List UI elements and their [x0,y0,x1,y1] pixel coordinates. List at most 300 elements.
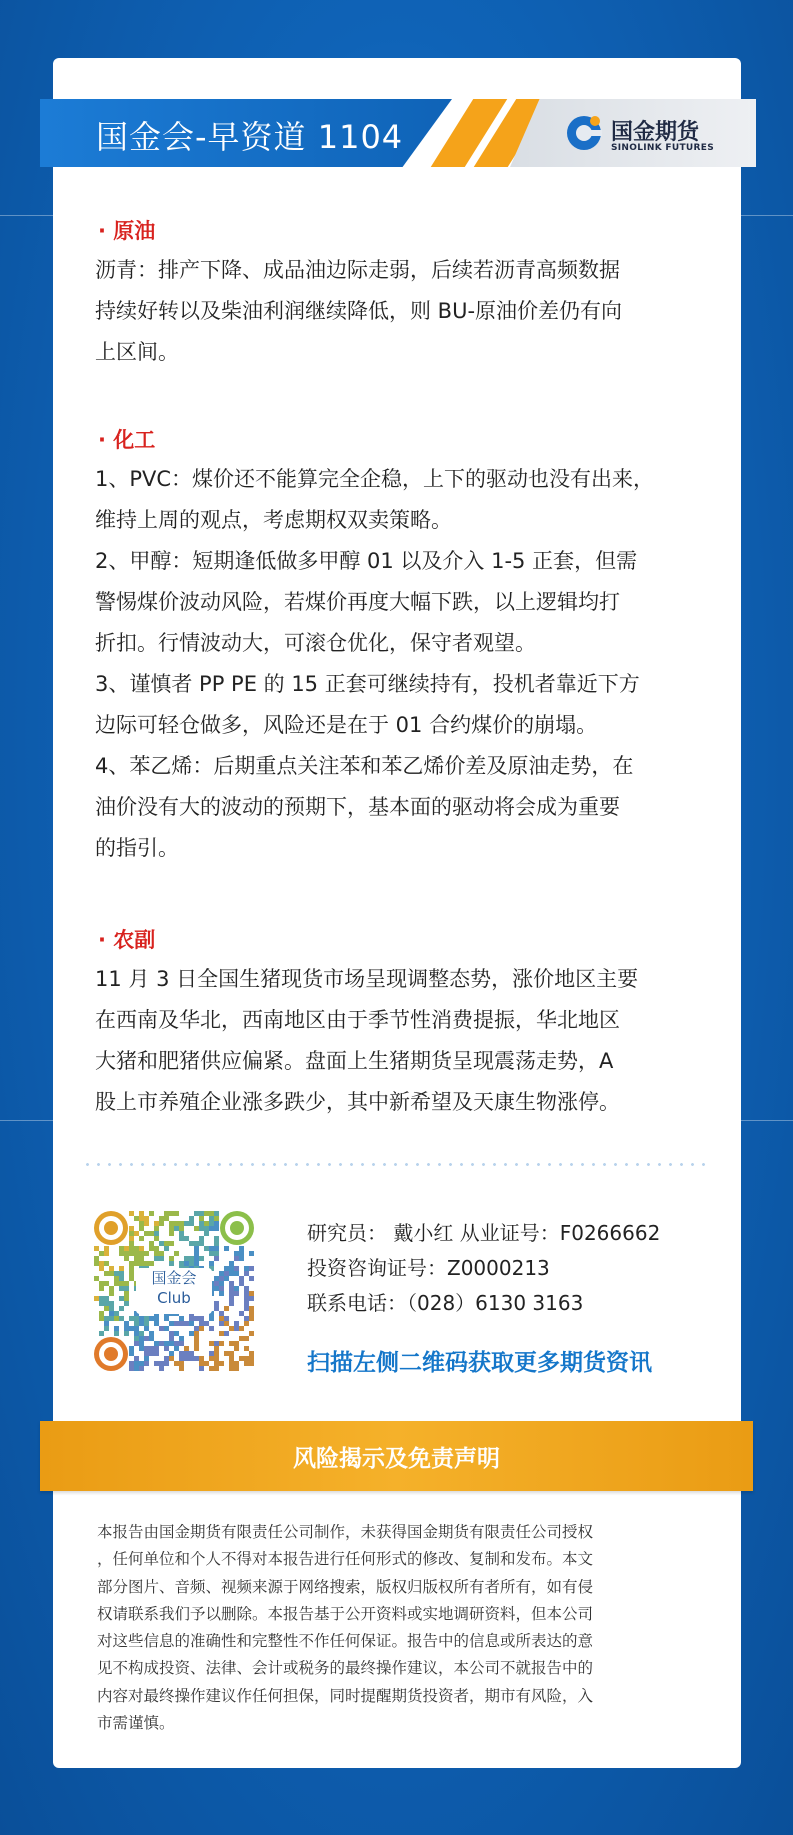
qr-module [169,1211,174,1216]
qr-module [124,1321,129,1326]
qr-module [159,1256,164,1261]
qr-module [139,1366,144,1371]
qr-module [249,1251,254,1256]
qr-module [149,1246,154,1251]
qr-module [129,1316,134,1321]
qr-module [244,1291,249,1296]
qr-module [124,1286,129,1291]
qr-module [164,1241,169,1246]
qr-finder-mark [230,1221,244,1235]
qr-label-line: 国金会 [151,1269,197,1287]
disclaimer-line: 本报告由国金期货有限责任公司制作，未获得国金期货有限责任公司授权 [97,1523,594,1541]
qr-module [219,1311,224,1316]
qr-module [134,1256,139,1261]
qr-module [174,1226,179,1231]
qr-module [149,1241,154,1246]
qr-module [139,1261,144,1266]
qr-module [214,1251,219,1256]
qr-module [149,1331,154,1336]
qr-module [134,1321,139,1326]
qr-module [154,1361,159,1366]
section-body-agriculture [95,959,707,1123]
qr-module [199,1321,204,1326]
text-line: 油价没有大的波动的预期下，基本面的驱动将会成为重要 [95,795,620,819]
dotted-divider [82,1163,710,1166]
qr-module [244,1301,249,1306]
qr-module [104,1296,109,1301]
qr-module [139,1361,144,1366]
qr-module [94,1261,99,1266]
qr-module [214,1236,219,1241]
disclaimer-line: 部分图片、音频、视频来源于网络搜索，版权归版权所有者所有，如有侵 [97,1577,594,1596]
qr-module [179,1336,184,1341]
qr-module [99,1266,104,1271]
qr-module [154,1256,159,1261]
qr-module [119,1251,124,1256]
qr-module [244,1321,249,1326]
section-body-crude-oil [95,250,707,373]
qr-module [179,1366,184,1371]
qr-module [164,1316,169,1321]
qr-module [209,1226,214,1231]
qr-module [154,1251,159,1256]
qr-module [219,1316,224,1321]
qr-module [189,1256,194,1261]
qr-module [169,1241,174,1246]
qr-module [139,1216,144,1221]
qr-module [214,1341,219,1346]
qr-module [134,1231,139,1236]
qr-finder-mark [104,1221,118,1235]
qr-module [184,1256,189,1261]
qr-module [139,1341,144,1346]
text-line: 上区间。 [95,340,179,364]
qr-module [139,1246,144,1251]
qr-module [129,1276,134,1281]
qr-module [229,1361,234,1366]
qr-module [114,1276,119,1281]
qr-module [164,1361,169,1366]
qr-module [194,1241,199,1246]
qr-module [139,1336,144,1341]
qr-module [219,1341,224,1346]
qr-module [134,1336,139,1341]
logo-text-en: SINOLINK FUTURES [611,143,714,153]
qr-module [134,1261,139,1266]
qr-module [229,1341,234,1346]
qr-module [119,1296,124,1301]
text-line: 大猪和肥猪供应偏紧。盘面上生猪期货呈现震荡走势，A [95,1049,614,1073]
qr-module [209,1356,214,1361]
qr-module [159,1216,164,1221]
qr-module [249,1266,254,1271]
qr-center-label [136,1268,212,1314]
qr-module [199,1316,204,1321]
qr-module [139,1236,144,1241]
qr-module [144,1321,149,1326]
qr-module [114,1281,119,1286]
qr-module [99,1281,104,1286]
qr-module [214,1256,219,1261]
qr-module [139,1221,144,1226]
qr-module [229,1326,234,1331]
qr-module [224,1266,229,1271]
qr-module [129,1346,134,1351]
qr-module [144,1316,149,1321]
qr-module [199,1256,204,1261]
qr-module [99,1261,104,1266]
qr-module [189,1216,194,1221]
qr-module [134,1361,139,1366]
qr-module [134,1366,139,1371]
qr-module [249,1311,254,1316]
qr-module [139,1256,144,1261]
qr-module [234,1256,239,1261]
qr-module [124,1296,129,1301]
qr-module [134,1216,139,1221]
text-line: 4、苯乙烯：后期重点关注苯和苯乙烯价差及原油走势，在 [95,754,634,778]
qr-module [204,1321,209,1326]
qr-module [194,1316,199,1321]
qr-module [219,1291,224,1296]
qr-module [179,1341,184,1346]
text-line: 2、甲醇：短期逢低做多甲醇 01 以及介入 1-5 正套，但需 [95,549,638,573]
text-line: 股上市养殖企业涨多跌少，其中新希望及天康生物涨停。 [95,1090,620,1114]
qr-module [214,1281,219,1286]
qr-module [249,1316,254,1321]
qr-module [239,1256,244,1261]
qr-module [174,1331,179,1336]
qr-module [104,1271,109,1276]
qr-module [229,1271,234,1276]
qr-module [129,1271,134,1276]
qr-module [214,1246,219,1251]
qr-module [129,1246,134,1251]
qr-module [109,1266,114,1271]
qr-module [194,1251,199,1256]
qr-module [234,1271,239,1276]
qr-module [209,1341,214,1346]
qr-module [174,1361,179,1366]
qr-module [174,1346,179,1351]
qr-module [154,1316,159,1321]
qr-module [229,1281,234,1286]
qr-module [104,1261,109,1266]
qr-module [139,1211,144,1216]
qr-module [104,1326,109,1331]
qr-module [119,1266,124,1271]
qr-module [209,1316,214,1321]
qr-module [244,1356,249,1361]
qr-module [194,1256,199,1261]
qr-module [184,1356,189,1361]
disclaimer-line: 对这些信息的准确性和完整性不作任何保证。报告中的信息或所表达的意 [97,1632,594,1651]
qr-module [169,1321,174,1326]
qr-module [119,1306,124,1311]
qr-module [129,1261,134,1266]
qr-module [199,1236,204,1241]
disclaimer-line: ，任何单位和个人不得对本报告进行任何形式的修改、复制和发布。本文 [97,1550,594,1569]
qr-module [149,1351,154,1356]
page-title: 国金会-早资道 1104 [96,118,404,156]
qr-module [149,1346,154,1351]
qr-module [234,1346,239,1351]
qr-module [109,1311,114,1316]
qr-module [194,1336,199,1341]
qr-module [119,1246,124,1251]
qr-module [249,1276,254,1281]
section-heading-crude-oil: · 原油 [98,219,156,243]
qr-module [99,1251,104,1256]
qr-module [144,1336,149,1341]
license-info: 投资咨询证号：Z0000213 [307,1256,550,1280]
qr-module [229,1266,234,1271]
qr-module [234,1251,239,1256]
qr-module [209,1251,214,1256]
qr-module [174,1251,179,1256]
disclaimer-line: 市需谨慎。 [97,1714,175,1733]
sinolink-logo-icon [565,113,603,151]
qr-module [154,1321,159,1326]
qr-module [164,1216,169,1221]
qr-module [159,1366,164,1371]
qr-module [209,1326,214,1331]
qr-module [179,1321,184,1326]
qr-module [139,1331,144,1336]
qr-module [194,1226,199,1231]
qr-module [134,1341,139,1346]
qr-module [219,1281,224,1286]
qr-module [209,1246,214,1251]
qr-module [159,1241,164,1246]
qr-module [179,1356,184,1361]
qr-module [134,1251,139,1256]
qr-module [239,1326,244,1331]
qr-module [184,1351,189,1356]
qr-module [214,1226,219,1231]
qr-module [239,1336,244,1341]
qr-module [244,1346,249,1351]
qr-module [194,1346,199,1351]
logo-text-cn: 国金期货 [611,120,700,145]
qr-module [209,1366,214,1371]
qr-module [199,1361,204,1366]
section-body-chemicals [95,459,707,869]
qr-module [214,1306,219,1311]
qr-module [219,1321,224,1326]
qr-module [244,1296,249,1301]
qr-module [109,1271,114,1276]
qr-module [129,1361,134,1366]
qr-module [114,1331,119,1336]
qr-module [249,1361,254,1366]
qr-module [234,1291,239,1296]
phone-info: 联系电话：（028）6130 3163 [307,1291,584,1315]
qr-module [189,1261,194,1266]
qr-module [214,1301,219,1306]
qr-module [179,1316,184,1321]
qr-module [224,1246,229,1251]
text-line: 折扣。行情波动大，可滚仓优化，保守者观望。 [95,631,536,655]
text-line: 持续好转以及柴油利润继续降低，则 BU-原油价差仍有向 [95,299,623,323]
qr-module [239,1276,244,1281]
qr-module [124,1331,129,1336]
qr-module [104,1316,109,1321]
qr-module [224,1351,229,1356]
qr-module [174,1211,179,1216]
qr-module [119,1281,124,1286]
qr-module [209,1261,214,1266]
qr-module [199,1366,204,1371]
qr-module [244,1316,249,1321]
qr-module [99,1301,104,1306]
qr-module [129,1211,134,1216]
qr-module [124,1326,129,1331]
qr-module [204,1246,209,1251]
qr-module [199,1216,204,1221]
qr-module [199,1356,204,1361]
disclaimer-line: 内容对最终操作建议作任何担保，同时提醒期货投资者，期市有风险，入 [97,1686,594,1705]
qr-module [104,1246,109,1251]
qr-module [129,1226,134,1231]
disclaimer-line: 权请联系我们予以删除。本报告基于公开资料或实地调研资料，但本公司 [97,1604,594,1623]
qr-module [169,1331,174,1336]
qr-module [109,1286,114,1291]
qr-module [194,1246,199,1251]
qr-module [214,1366,219,1371]
section-heading-chemicals: · 化工 [98,428,156,452]
qr-module [244,1336,249,1341]
qr-module [164,1246,169,1251]
qr-module [219,1276,224,1281]
researcher-info: 研究员： 戴小红 从业证号：F0266662 [307,1221,661,1245]
qr-module [214,1351,219,1356]
qr-module [149,1336,154,1341]
qr-module [159,1326,164,1331]
qr-module [179,1226,184,1231]
qr-module [234,1361,239,1366]
qr-module [214,1361,219,1366]
qr-module [199,1326,204,1331]
qr-module [224,1276,229,1281]
qr-module [134,1326,139,1331]
qr-module [179,1261,184,1266]
qr-module [104,1306,109,1311]
risk-title: 风险揭示及免责声明 [293,1446,500,1472]
qr-finder-mark [104,1347,118,1361]
qr-module [249,1356,254,1361]
qr-module [169,1256,174,1261]
qr-module [219,1286,224,1291]
qr-module [169,1226,174,1231]
qr-module [144,1221,149,1226]
qr-module [199,1241,204,1246]
qr-module [184,1261,189,1266]
qr-module [169,1231,174,1236]
qr-module [194,1341,199,1346]
qr-module [189,1356,194,1361]
qr-module [144,1356,149,1361]
qr-module [99,1316,104,1321]
qr-module [154,1341,159,1346]
qr-module [134,1316,139,1321]
qr-module [99,1311,104,1316]
qr-module [144,1251,149,1256]
qr-module [194,1211,199,1216]
qr-module [139,1316,144,1321]
qr-module [214,1216,219,1221]
qr-module [129,1351,134,1356]
text-line: 边际可轻仓做多，风险还是在于 01 合约煤价的崩塌。 [95,713,598,737]
qr-module [179,1231,184,1236]
qr-module [214,1346,219,1351]
qr-module [204,1211,209,1216]
qr-module [229,1301,234,1306]
qr-module [184,1346,189,1351]
qr-module [249,1331,254,1336]
qr-module [239,1251,244,1256]
qr-module [244,1306,249,1311]
qr-module [204,1226,209,1231]
qr-module [99,1286,104,1291]
qr-module [224,1271,229,1276]
qr-module [124,1291,129,1296]
qr-label-line: Club [157,1289,191,1307]
qr-module [189,1351,194,1356]
qr-module [104,1281,109,1286]
text-line: 在西南及华北，西南地区由于季节性消费提振，华北地区 [95,1008,620,1032]
qr-module [169,1261,174,1266]
qr-module [184,1236,189,1241]
qr-module [169,1356,174,1361]
qr-module [154,1346,159,1351]
qr-module [114,1271,119,1276]
qr-module [164,1211,169,1216]
qr-module [249,1351,254,1356]
qr-module [219,1361,224,1366]
qr-module [169,1341,174,1346]
qr-module [204,1221,209,1226]
qr-module [229,1291,234,1296]
qr-module [189,1221,194,1226]
qr-module [109,1301,114,1306]
qr-module [194,1261,199,1266]
qr-module [179,1221,184,1226]
qr-module [149,1261,154,1266]
qr-module [149,1211,154,1216]
qr-module [199,1211,204,1216]
qr-module [104,1251,109,1256]
qr-module [154,1221,159,1226]
qr-module [94,1276,99,1281]
qr-module [119,1276,124,1281]
qr-module [144,1351,149,1356]
qr-module [209,1351,214,1356]
qr-module [249,1291,254,1296]
qr-module [124,1301,129,1306]
qr-module [124,1256,129,1261]
qr-module [244,1286,249,1291]
qr-module [104,1301,109,1306]
qr-module [149,1231,154,1236]
qr-module [204,1361,209,1366]
qr-module [209,1216,214,1221]
qr-module [174,1221,179,1226]
qr-module [244,1271,249,1276]
qr-module [154,1236,159,1241]
qr-module [224,1316,229,1321]
qr-module [234,1286,239,1291]
